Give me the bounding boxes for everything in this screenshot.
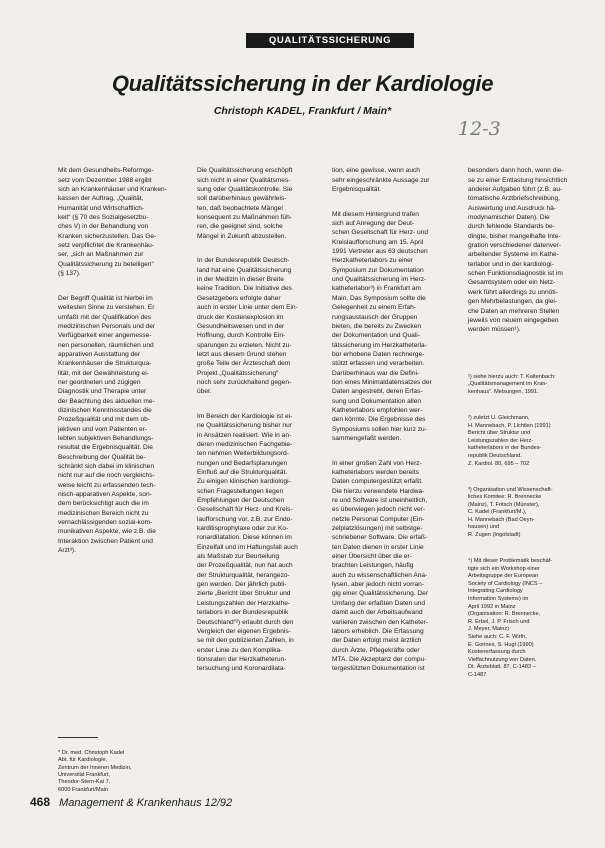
paragraph: Mit diesem Hintergrund trafen sich auf Anregung der Deut- schen Gesellschaft für Herz- und Kreislaufforschung am 15. April 1991 Vertreter aus 63 deutschen Herzkatheterlabors zu einer Symposium zur Dokumentation und Qualitätssicherung im Herz- katheterlabor³) in Frankfurt am Main. Das Symposium sollte die Gelegenheit zu einem Erfah- rungsaustausch der Gruppen bieten, die bereits zu Zwecken der Dokumentation und Quali- tätssicherung im Herzkatheterla- bor erhobene Daten rechnerge- stützt erfassen und verarbeiten. Darüberhinaus war die Defini- tion eines Minimaldatensatzes der Daten angestrebt, deren Erfas- sung und Dokumentation allen Katheterlabors empfohlen wer- den könnte. Die Ergebnisse des Symposiums sollen hier kurz zu- sammengefaßt werden. xyxy=(332,210,432,442)
paragraph: Der Begriff Qualität ist hierbei im weitesten Sinne zu verstehen. Er umfaßt mit der Qualifikation des medizinischen Personals und der Verfügbarkeit einer angemesse- nen personellen, räumlichen und apparativen Ausstattung der Krankenhäuser die Strukturqua- lität, mit der Gewährleistung ei- ner geordneten und zügigen Diagnostik und Therapie unter der Beachtung des aktuellen me- dizinischen Kenntnisstandes die Prozeßqualität und mit dem ob- jektiven und vom Patienten er- lebten subjektiven Behandlungs- resultat die Ergebnisqualität. Die Beschreibung der Qualität be- schränkt sich dabei im klinischen nicht nur auf die noch vergleichs- weise leicht zu erfassenden tech- nisch-apparativen Aspekte, son- dern berücksichtigt auch die im medizinischen Bereich nicht zu vernachlässigenden sozial-kom- munikativen Aspekte, wie z.B. die Interaktion zwischen Patient und Arzt³). xyxy=(58,294,156,555)
text-column-1 xyxy=(58,157,178,571)
footnote-divider xyxy=(58,737,98,738)
footnote: ²) zuletzt U. Gleichmann, H. Mannebach, P. Lichtlen (1991) Bericht über Struktur und Leistungszahlen der Herz- katheterlabors in der Bundes- republik Deutschland. Z. Kardiol. 80, 695 – 702 xyxy=(468,415,551,467)
paragraph: In einer großen Zahl von Herz- katheterlabors werden bereits Daten computergestützt erfaßt. Die hierzu verwendete Hardwa- re und Software ist uneinheitlich, es überwiegen jedoch nicht ver- netzte Personal Computer (Ein- zelplatzlösungen) mit selbstge- schriebener Software. Die erfaß- ten Daten dienen in erster Linie einer Übersicht über die er- brachten Leistungen, häufig auch zu wissenschaftlichen Ana- lysen, aber jedoch nicht vorran- gig einer Qualitätssicherung. Der Umfang der erfaßten Daten und damit auch der Arbeitsaufwand variieren zwischen den Katheter- labors erheblich. Die Erfassung der Daten erfolgt meist ärztlich durch Ärzte, Pflegekräfte oder MTA. Die Akzeptanz der compu- tergestützten Dokumentation ist xyxy=(332,459,429,673)
journal-name: Management & Krankenhaus 12/92 xyxy=(59,797,233,809)
paragraph: Mit dem Gesundheits-Reformge- setz vom Dezember 1988 ergibt sich an Krankenhäuser und Kranken- kassen der Auftrag, „Qualität, Humanität und Wirtschaftlich- keit“ (§ 70 des Sozialgesetzbu- ches V) in der Behandlung von Kranken sicherzustellen. Das Ge- setz verpflichtet die Krankenhäu- ser, „sich an Maßnahmen zur Qualitätssicherung zu beteiligen“ (§ 137). xyxy=(58,167,167,278)
text-column-2 xyxy=(197,157,325,689)
handwritten-annotation: 12-3 xyxy=(458,118,501,140)
text-column-4 xyxy=(468,157,595,698)
section-header: QUALITÄTSSICHERUNG xyxy=(246,33,414,48)
page-footer xyxy=(30,795,232,809)
footnote: ¹) siehe hierzu auch: T. Kaltenbach: „Qualitätsmanagement im Kran- kenhaus“. Melsungen, 1991. xyxy=(468,373,556,396)
text-column-3 xyxy=(332,157,462,689)
paragraph: besonders dann hoch, wenn die- se zu einer Entlastung hinsichtlich anderer Aufgaben führt (z.B. au- tomatische Arztbriefschreibung, Auswertung und Ausdruck hä- modynamischer Daten). Die durch fehlende Standards be- dingte, bisher mangelhafte Inte- gration verschiedener datenver- arbeitender Systeme im Kathe- terlabor und in der kardiologi- schen Funktionsdiagnostik ist im Gesamtsystem oder ein Netz- werk führt allerdings zu unnöti- gen Mehrbelastungen, da glei- che Daten an mehreren Stellen jeweils von neuem eingegeben werden müssen¹). xyxy=(468,167,568,334)
paragraph: In der Bundesrepublik Deutsch- land hat eine Qualitätssicherung in der Medizin in dieser Breite keine Tradition. Die Initiative des Gesetzgebers erfolgte daher auch in erster Linie unter dem Ein- druck der Kostenexplosion im Gesundheitswesen und in der Hoffnung, durch Kontrolle Ein- sparungen zu erzielen. Nicht zu- letzt aus diesem Grund stehen große Teile der Ärzteschaft dem Projekt „Qualitätssicherung“ noch sehr zurückhaltend gegen- über. xyxy=(197,257,298,396)
page-number: 468 xyxy=(30,795,51,809)
paragraph: Im Bereich der Kardiologie ist ei- ne Qualitätssicherung bisher nur in Ansätzen realisiert. Wie in an- deren medizinischen Fachgebie- ten nehmen Weiterbildungsord- nungen und Bedarfsplanungen Einfluß auf die Strukturqualität. Zu einigen klinischen kardiologi- schen Fragestellungen liegen Empfehlungen der Deutschen Gesellschaft für Herz- und Kreis- laufforschung vor, z.B. zur Endo- karditisprophylaxe oder zur Ko- ronardiIatation. Diese können im Einzelfall und im Haftungsfall auch als Maßstab zur Beurteilung der Prozeßqualität, nun hat auch der Strukturqualität, herangezo- gen werden. Der jährlich publi- zierte „Bericht über Struktur und Leistungszahlen der Herzkathe- terlabors in der Bundesrepublik Deutschland“²) erlaubt durch den Vergleich der eigenen Ergebnis- se mit den publizierten Zahlen, in erster Linie zu den Komplika- tionsraten der Herzkatheterun- tersuchung und Koronardilata- xyxy=(197,412,298,673)
author-affiliation-note xyxy=(58,730,188,802)
author-affiliation-text: * Dr. med. Christoph Kadel Abt. für Kardiologie, Zentrum der Inneren Medizin, Universität Frankfurt, Theodor-Stern-Kai 7, 6000 Frankfurt/Main xyxy=(58,749,132,793)
article-author: Christoph KADEL, Frankfurt / Main* xyxy=(213,105,392,117)
paragraph: tion, eine gewisse, wenn auch sehr eingeschränkte Aussage zur Ergebnisqualität. xyxy=(332,167,430,194)
footnote: ³) Organisation und Wissenschaft- liches Komitee: R. Brennecke (Mainz), T. Fritsch (Münster), C. Kadel (Frankfurt/M.), H. Mannebach (Bad Oeyn- hausen) und R. Zugen (Ingolstadt) xyxy=(468,486,553,539)
footnote: ⁴) Mit dieser Problematik beschäf- tigte sich ein Workshop einer Arbeitsgruppe der European Society of Cardiology (INCS – Integrating Cardiology Information Systems) im April 1992 in Mainz (Organisation: R. Brennecke, R. Erbel, J. P. Frisch und J. Meyer, Mainz) Siehe auch: C. F. Wirth, E. Gorines, S. Hugl (1990) Kostenerfassung durch Vielfachnutzung von Daten. Dt. Ärzteblatt. 87, C-1483 – C-1487 xyxy=(468,558,553,678)
paragraph: Die Qualitätssicherung erschöpft sich nicht in einer Qualitätsmes- sung oder Qualitätskontrolle. Sie soll darüberhinaus gewährleis- ten, daß beobachtete Mängel konsequent zu Maßnahmen füh- ren, die geeignet sind, solche Mängel in Zukunft abzustellen. xyxy=(197,167,293,240)
article-title: Qualitätssicherung in der Kardiologie xyxy=(111,71,494,96)
